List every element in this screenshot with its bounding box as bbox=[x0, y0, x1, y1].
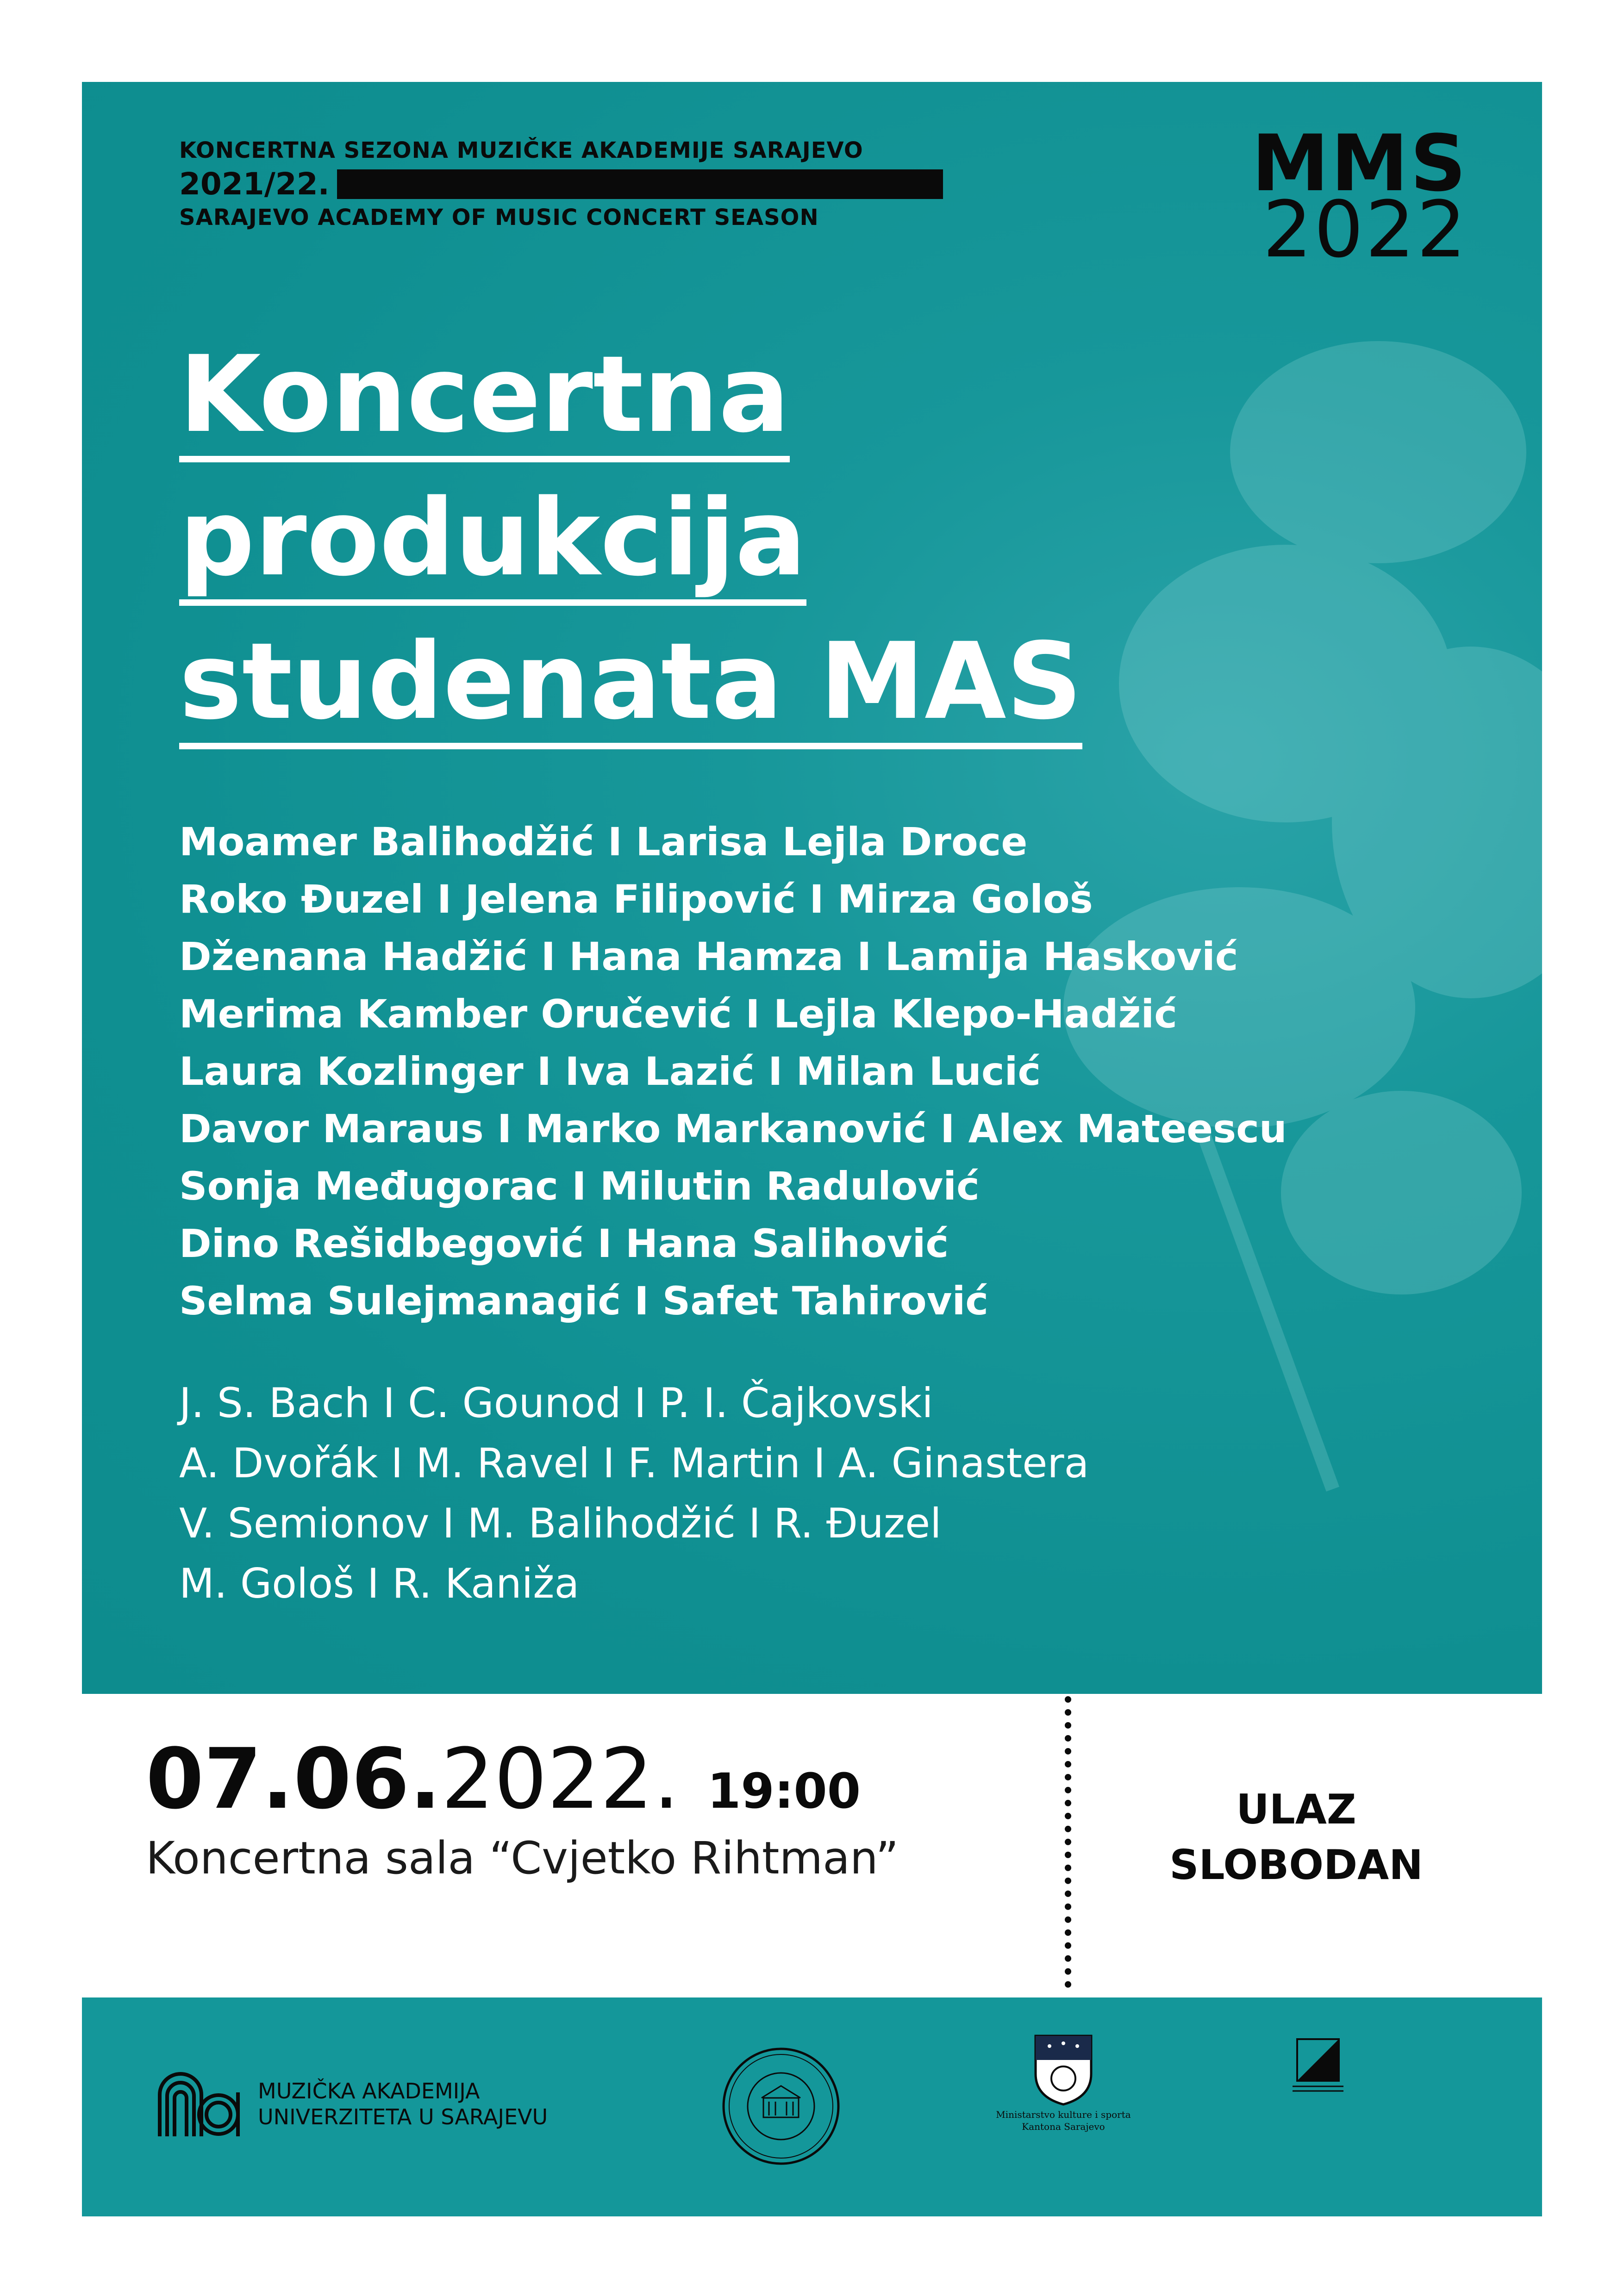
season-title-bs: KONCERTNA SEZONA MUZIČKE AKADEMIJE SARAJEVO bbox=[179, 137, 863, 163]
composers-line: V. Semionov I M. Balihodžić I R. Đuzel bbox=[179, 1500, 942, 1547]
entry-note bbox=[1111, 1782, 1481, 1893]
entry-line-2: SLOBODAN bbox=[1169, 1841, 1423, 1889]
ministry-name-line-2: Kantona Sarajevo bbox=[1022, 2121, 1105, 2132]
mms-year: 2022 bbox=[1262, 184, 1468, 275]
title-line-2: produkcija bbox=[179, 476, 806, 606]
composers-line: A. Dvořák I M. Ravel I F. Martin I A. Ginastera bbox=[179, 1439, 1089, 1487]
season-bar bbox=[337, 169, 943, 199]
institute-logo bbox=[1239, 2035, 1397, 2097]
entry-line-1: ULAZ bbox=[1236, 1786, 1356, 1833]
event-info bbox=[146, 1731, 899, 1884]
ministry-name-line-1: Ministarstvo kulture i sporta bbox=[996, 2109, 1131, 2120]
mms-label: MMS bbox=[1251, 118, 1468, 209]
performers-line: Dženana Hadžić I Hana Hamza I Lamija Hasković bbox=[179, 934, 1238, 979]
academy-name-line-2: UNIVERZITETA U SARAJEVU bbox=[258, 2104, 548, 2129]
event-time: 19:00 bbox=[707, 1763, 861, 1819]
university-seal-icon bbox=[721, 2046, 841, 2166]
poster-teal-panel bbox=[82, 82, 1542, 1694]
academy-name-line-1: MUZIČKA AKADEMIJA bbox=[258, 2078, 480, 2103]
mms-brand bbox=[1251, 118, 1468, 275]
ministry-logo bbox=[980, 2032, 1147, 2133]
title-line-1: Koncertna bbox=[179, 333, 790, 462]
performers-line: Dino Rešidbegović I Hana Salihović bbox=[179, 1221, 949, 1266]
event-date-year: 2022. bbox=[441, 1731, 680, 1828]
academy-logo bbox=[156, 2069, 548, 2139]
performers-line: Davor Maraus I Marko Markanović I Alex Mateescu bbox=[179, 1106, 1287, 1151]
page-title bbox=[179, 323, 1082, 753]
performers-line: Sonja Međugorac I Milutin Radulović bbox=[179, 1164, 980, 1209]
performers-line: Merima Kamber Oručević I Lejla Klepo-Hadžić bbox=[179, 991, 1177, 1037]
performers-list bbox=[179, 813, 1287, 1330]
dotted-divider bbox=[1065, 1696, 1071, 1988]
performers-line: Moamer Balihodžić I Larisa Lejla Droce bbox=[179, 819, 1028, 865]
university-seal bbox=[721, 2046, 841, 2169]
composers-list bbox=[179, 1373, 1089, 1614]
event-venue: Koncertna sala “Cvjetko Rihtman” bbox=[146, 1832, 899, 1884]
composers-line: M. Gološ I R. Kaniža bbox=[179, 1560, 580, 1607]
performers-line: Roko Đuzel I Jelena Filipović I Mirza Gološ bbox=[179, 877, 1093, 922]
season-title-en: SARAJEVO ACADEMY OF MUSIC CONCERT SEASON bbox=[179, 205, 819, 230]
composers-line: J. S. Bach I C. Gounod I P. I. Čajkovski bbox=[179, 1379, 933, 1427]
event-date-day-month: 07.06. bbox=[146, 1731, 441, 1828]
performers-line: Laura Kozlinger I Iva Lazić I Milan Lucić bbox=[179, 1049, 1041, 1094]
institute-icon bbox=[1288, 2035, 1348, 2095]
season-header bbox=[179, 137, 943, 230]
academy-ma-icon bbox=[156, 2069, 244, 2139]
title-line-3: studenata MAS bbox=[179, 620, 1082, 749]
canton-coat-of-arms-icon bbox=[1031, 2032, 1096, 2106]
footer-logos bbox=[82, 1997, 1542, 2216]
performers-line: Selma Sulejmanagić I Safet Tahirović bbox=[179, 1278, 989, 1324]
season-year: 2021/22. bbox=[179, 166, 330, 202]
